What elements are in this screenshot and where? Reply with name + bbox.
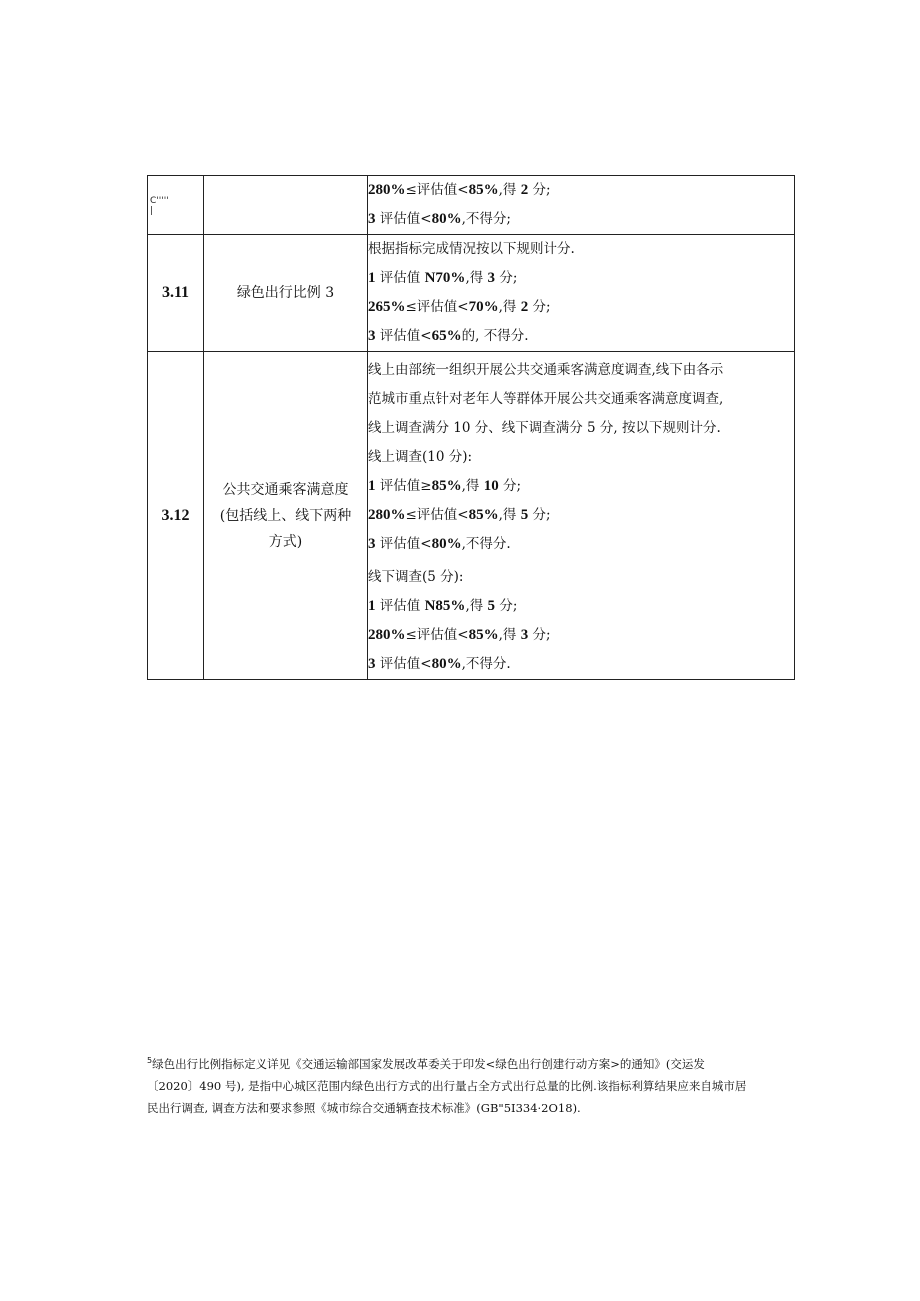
- rule-line: 1 评估值≥85%,得 10 分;: [368, 478, 522, 494]
- indicator-name-line: 方式): [268, 533, 303, 550]
- footnote-line: 〔2020〕490 号), 是指中心城区范围内绿色出行方式的出行量占全方式出行总量的比例.该指标利算结果应来自城市居: [147, 1078, 747, 1093]
- footnote-line: $^5$绿色出行比例指标定义详见《交通运输部国家发展改革委关于印发<绿色出行创建行动方案>的通知》(交运发: [147, 1056, 705, 1071]
- indicator-name-line: 公共交通乘客满意度: [222, 481, 349, 498]
- table-row: [148, 352, 795, 680]
- table-row: [148, 235, 795, 352]
- indicator-name-cell: 绿色出行比例 3: [204, 235, 368, 352]
- rule-line: 280%≤评估值<85%,得 2 分;: [368, 182, 551, 198]
- rule-intro: 根据指标完成情况按以下规则计分.: [368, 241, 575, 257]
- indicator-name-cell: [204, 352, 368, 680]
- scoring-rules-cell: [368, 352, 795, 680]
- rule-line: 1 评估值 N85%,得 5 分;: [368, 598, 518, 614]
- rule-paragraph: [368, 352, 794, 443]
- scoring-criteria-table: [147, 175, 795, 680]
- footnote-marker: 5: [147, 1056, 153, 1065]
- indicator-name-cell: [204, 176, 368, 235]
- rule-line: 280%≤评估值<85%,得 3 分;: [368, 627, 551, 643]
- offline-survey-title: 线下调查(5 分):: [368, 569, 464, 585]
- row-number-cell: 3.12: [148, 352, 204, 680]
- rule-line: 265%≤评估值<70%,得 2 分;: [368, 299, 551, 315]
- scoring-rules-cell: [368, 176, 795, 235]
- footnote: [147, 1050, 797, 1119]
- rule-line: 1 评估值 N70%,得 3 分;: [368, 270, 518, 286]
- scoring-rules-cell: [368, 235, 795, 352]
- row-number-cell: 3.11: [148, 235, 204, 352]
- row-number-cell: [148, 176, 204, 235]
- rule-line: 280%≤评估值<85%,得 5 分;: [368, 507, 551, 523]
- paragraph-line: 范城市重点针对老年人等群体开展公共交通乘客满意度调查,: [368, 391, 724, 407]
- ocr-artifact-text: C''''' |: [150, 196, 169, 216]
- table-row: [148, 176, 795, 235]
- paragraph-line: 线上由部统一组织开展公共交通乘客满意度调查,线下由各示: [368, 362, 724, 378]
- online-survey-title: 线上调查(10 分):: [368, 449, 473, 465]
- rule-line: 3 评估值<80%,不得分;: [368, 211, 511, 227]
- indicator-name-line: (包括线上、线下两种: [219, 507, 352, 524]
- footnote-line: 民出行调查, 调查方法和要求参照《城市综合交通辆查技术标准》(GB"5I334·2O18).: [147, 1100, 581, 1115]
- rule-line: 3 评估值<80%,不得分.: [368, 536, 511, 552]
- paragraph-line: 线上调查满分 10 分、线下调查满分 5 分, 按以下规则计分.: [368, 420, 721, 436]
- rule-line: 3 评估值<80%,不得分.: [368, 656, 511, 672]
- rule-line: 3 评估值<65%的, 不得分.: [368, 328, 529, 344]
